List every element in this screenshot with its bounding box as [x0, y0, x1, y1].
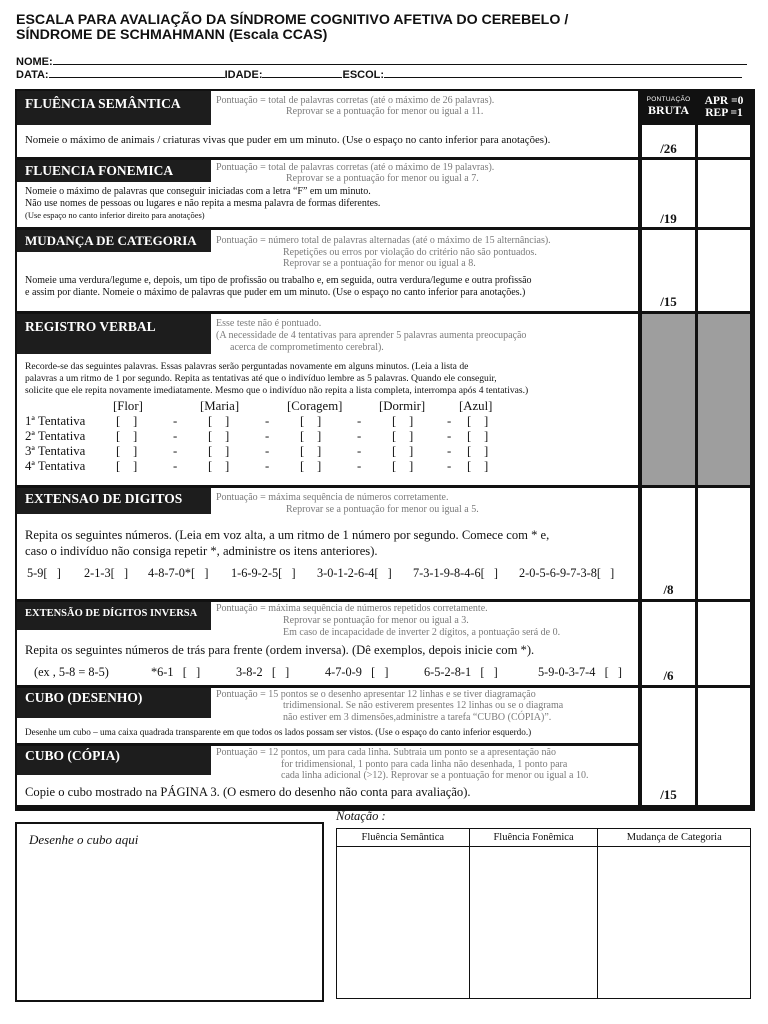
cube-drawing-area[interactable] [15, 822, 324, 1002]
checkbox[interactable]: [ ] [116, 444, 138, 458]
instruction: Não use nomes de pessoas ou lugares e não repita a mesma palavra de formas diferentes. [25, 198, 381, 209]
score-max: /6 [663, 668, 674, 683]
checkbox[interactable]: [ ] [208, 414, 230, 428]
dash: - [265, 444, 270, 458]
dash: - [173, 459, 178, 473]
instruction: Copie o cubo mostrado na PÁGINA 3. (O esmero do desenho não conta para avaliação). [25, 785, 471, 799]
label-mudanca-categoria: MUDANÇA DE CATEGORIA [17, 230, 211, 252]
checkbox[interactable]: [ ] [392, 444, 414, 458]
dash: - [173, 444, 178, 458]
note: Pontuação = total de palavras corretas (até o máximo de 26 palavras). [216, 95, 495, 106]
notation-header-fonemica: Fluência Fonêmica [469, 829, 598, 847]
checkbox[interactable]: [ ] [300, 459, 322, 473]
digit-item[interactable]: 5-9[ ] [27, 566, 61, 580]
instruction: Desenhe um cubo – uma caixa quadrada transparente em que todos os lados possam ser vistos. (Use o espaço do canto inferior esquerdo.) [25, 727, 532, 737]
dash: - [173, 429, 178, 443]
digit-item[interactable]: 7-3-1-9-8-4-6[ ] [413, 566, 499, 580]
checkbox[interactable]: [ ] [300, 444, 322, 458]
word-flor: [Flor] [113, 399, 143, 413]
section-fluencia-semantica [17, 91, 638, 157]
dash: - [357, 414, 362, 428]
apr-rep-cell-disabled [698, 314, 750, 485]
instruction: Recorde-se das seguintes palavras. Essas palavras serão perguntadas novamente em alguns minutos. (Leia a lista de [25, 361, 469, 372]
data-row [16, 67, 756, 82]
escol-field[interactable] [384, 67, 742, 78]
trial-label: 1ª Tentativa [25, 414, 86, 428]
score-max: /26 [660, 141, 677, 156]
apr-rep-cell[interactable] [698, 488, 750, 599]
dash: - [265, 459, 270, 473]
note: Repetições ou erros por violação do critério não são pontuados. [283, 247, 537, 258]
note: Pontuação = 15 pontos se o desenho apresentar 12 linhas e se tiver diagramação [216, 689, 536, 700]
digit-item[interactable]: 1-6-9-2-5[ ] [231, 566, 296, 580]
dash: - [265, 429, 270, 443]
note: não estiver em 3 dimensões,administre a tarefa “CUBO (CÓPIA)”. [283, 712, 552, 723]
escol-label: ESCOL: [342, 69, 385, 81]
checkbox[interactable]: [ ] [116, 429, 138, 443]
checkbox[interactable]: [ ] [467, 444, 489, 458]
score-max: /15 [660, 294, 677, 309]
digit-item[interactable]: 2-1-3[ ] [84, 566, 129, 580]
note: (A necessidade de 4 tentativas para aprender 5 palavras aumenta preocupação [216, 330, 527, 341]
checkbox[interactable]: [ ] [392, 414, 414, 428]
apr-rep-cell[interactable] [698, 125, 750, 157]
notation-header-categoria: Mudança de Categoria [598, 829, 751, 847]
idade-field[interactable] [262, 67, 342, 78]
apr-rep-cell[interactable] [698, 160, 750, 227]
digit-item[interactable]: 3-0-1-2-6-4[ ] [317, 566, 392, 580]
note: Reprovar se a pontuação for menor ou igual a 7. [286, 173, 479, 184]
checkbox[interactable]: [ ] [300, 429, 322, 443]
word-dormir: [Dormir] [379, 399, 426, 413]
checkbox[interactable]: [ ] [116, 414, 138, 428]
instruction: Repita os seguintes números de trás para frente (ordem inversa). (Dê exemplos, depois inicie com *). [25, 643, 535, 657]
checkbox[interactable]: [ ] [208, 429, 230, 443]
digit-item[interactable]: 2-0-5-6-9-7-3-8[ ] [519, 566, 615, 580]
dash: - [447, 444, 452, 458]
data-field[interactable] [49, 67, 225, 78]
note: Pontuação = máxima sequência de números repetidos corretamente. [216, 603, 488, 614]
instruction: Nomeie uma verdura/legume e, depois, um tipo de profissão ou trabalho e, em seguida, outra verdura/legume e outra profissão [25, 275, 532, 286]
digit-item[interactable]: 5-9-0-3-7-4 [ ] [538, 665, 623, 679]
instruction: Nomeie o máximo de animais / criaturas vivas que puder em um minuto. (Use o espaço no canto inferior para anotações). [25, 134, 551, 146]
checkbox[interactable]: [ ] [300, 414, 322, 428]
checkbox[interactable]: [ ] [116, 459, 138, 473]
note: Reprovar se a pontuação for menor ou igual a 5. [286, 504, 479, 515]
note: Reprovar se pontuação for menor ou igual a 3. [283, 615, 469, 626]
section-mudanca-categoria [17, 230, 638, 311]
note: Em caso de incapacidade de inverter 2 dígitos, a pontuação será de 0. [283, 627, 561, 638]
note: acerca de comprometimento cerebral). [230, 342, 384, 353]
data-label: DATA: [16, 69, 49, 81]
note: cada linha adicional (>12). Reprovar se a pontuação for menor ou igual a 10. [281, 770, 589, 781]
note: Pontuação = número total de palavras alternadas (até o máximo de 15 alternâncias). [216, 235, 551, 246]
dash: - [447, 459, 452, 473]
nome-field[interactable] [53, 54, 747, 65]
instruction: e assim por diante. Nomeie o máximo de palavras que puder em um minuto. (Use o espaço no canto inferior para anotações.) [25, 287, 526, 298]
trial-label: 4ª Tentativa [25, 459, 86, 473]
label-extensao-digitos: EXTENSAO DE DIGITOS [17, 488, 211, 514]
instruction: caso o indivíduo não consiga repetir *, administre os itens anteriores). [25, 544, 378, 558]
checkbox[interactable]: [ ] [392, 459, 414, 473]
checkbox[interactable]: [ ] [392, 429, 414, 443]
instruction: Repita os seguintes números. (Leia em voz alta, a um ritmo de 1 número por segundo. Comece com * e, [25, 528, 550, 542]
checkbox[interactable]: [ ] [467, 429, 489, 443]
dash: - [265, 414, 270, 428]
pontuacao-header: PONTUAÇÃO BRUTA [646, 96, 691, 117]
apr-rep-cell[interactable] [698, 230, 750, 311]
nome-label: NOME: [16, 56, 53, 68]
digit-item[interactable]: 6-5-2-8-1 [ ] [424, 665, 498, 679]
instruction: solicite que ele repita novamente imediatamente. Mesmo que o indivíduo não repita a lista completa, interrompa após 4 tentativas.) [25, 385, 529, 396]
label-registro-verbal: REGISTRO VERBAL [17, 314, 211, 354]
title-line-1: ESCALA PARA AVALIAÇÃO DA SÍNDROME COGNITIVO AFETIVA DO CEREBELO / [16, 12, 569, 28]
instruction: (Use espaço no canto inferior direito para anotações) [25, 210, 205, 220]
label-extensao-inversa: EXTENSÃO DE DÍGITOS INVERSA [17, 602, 211, 630]
notation-cell-semantica[interactable] [337, 847, 470, 999]
score-cell-disabled [642, 314, 695, 485]
label-cubo-copia: CUBO (CÓPIA) [17, 746, 211, 775]
apr-rep-header: APR =0 REP =1 [704, 95, 744, 119]
title-line-2: SÍNDROME DE SCHMAHMANN (Escala CCAS) [16, 27, 328, 43]
notation-table [336, 828, 751, 999]
notation-cell-fonemica[interactable] [469, 847, 598, 999]
instruction: Nomeie o máximo de palavras que conseguir iniciadas com a letra “F” em um minuto. [25, 186, 371, 197]
notation-header-semantica: Fluência Semântica [337, 829, 470, 847]
section-cubo-copia [17, 746, 638, 805]
section-registro-verbal [17, 314, 638, 485]
score-max: /19 [660, 211, 677, 226]
word-azul: [Azul] [459, 399, 493, 413]
note: tridimensional. Se não estiverem presentes 12 linhas ou se o diagrama [283, 700, 564, 711]
notation-label: Notação : [336, 809, 386, 823]
section-extensao-inversa [17, 602, 638, 685]
dash: - [357, 459, 362, 473]
dash: - [357, 444, 362, 458]
label-cubo-desenho: CUBO (DESENHO) [17, 688, 211, 718]
dash: - [357, 429, 362, 443]
dash: - [447, 414, 452, 428]
score-max: /15 [660, 787, 677, 802]
checkbox[interactable]: [ ] [467, 459, 489, 473]
digit-item: (ex , 5-8 = 8-5) [34, 665, 109, 679]
checkbox[interactable]: [ ] [208, 444, 230, 458]
section-extensao-digitos [17, 488, 638, 599]
digit-item[interactable]: 4-8-7-0*[ ] [148, 566, 209, 580]
digit-item[interactable]: 4-7-0-9 [ ] [325, 665, 389, 679]
word-maria: [Maria] [200, 399, 240, 413]
note: Reprovar se a pontuação for menor ou igual a 8. [283, 258, 476, 269]
dash: - [447, 429, 452, 443]
dash: - [173, 414, 178, 428]
notation-cell-categoria[interactable] [598, 847, 751, 999]
checkbox[interactable]: [ ] [467, 414, 489, 428]
note: Pontuação = 12 pontos, um para cada linha. Subtraia um ponto se a apresentação não [216, 747, 556, 758]
note: Pontuação = total de palavras corretas (até o máximo de 19 palavras). [216, 162, 495, 173]
apr-rep-cell[interactable] [698, 602, 750, 685]
trial-label: 2ª Tentativa [25, 429, 86, 443]
form-title [16, 13, 568, 43]
score-max: /8 [663, 582, 674, 597]
trial-label: 3ª Tentativa [25, 444, 86, 458]
section-cubo-desenho [17, 688, 638, 743]
digit-item[interactable]: *6-1 [ ] [151, 665, 201, 679]
note: for tridimensional, 1 ponto para cada linha não desenhada, 1 ponto para [281, 759, 568, 770]
label-fluencia-semantica: FLUÊNCIA SEMÂNTICA [17, 91, 211, 125]
label-fluencia-fonemica: FLUENCIA FONEMICA [17, 160, 211, 182]
word-coragem: [Coragem] [287, 399, 343, 413]
test-grid [15, 89, 755, 811]
note: Pontuação = máxima sequência de números corretamente. [216, 492, 449, 503]
digit-item[interactable]: 3-8-2 [ ] [236, 665, 290, 679]
instruction: palavras a um ritmo de 1 por segundo. Repita as tentativas até que o indivíduo lembre as 5 palavras. Quando ele conseguir, [25, 373, 497, 384]
note: Esse teste não é pontuado. [216, 318, 322, 329]
note: Reprovar se a pontuação for menor ou igual a 11. [286, 106, 484, 117]
apr-rep-cell[interactable] [698, 688, 750, 805]
idade-label: IDADE: [224, 69, 263, 81]
section-fluencia-fonemica [17, 160, 638, 227]
draw-box-label: Desenhe o cubo aqui [29, 832, 139, 847]
checkbox[interactable]: [ ] [208, 459, 230, 473]
